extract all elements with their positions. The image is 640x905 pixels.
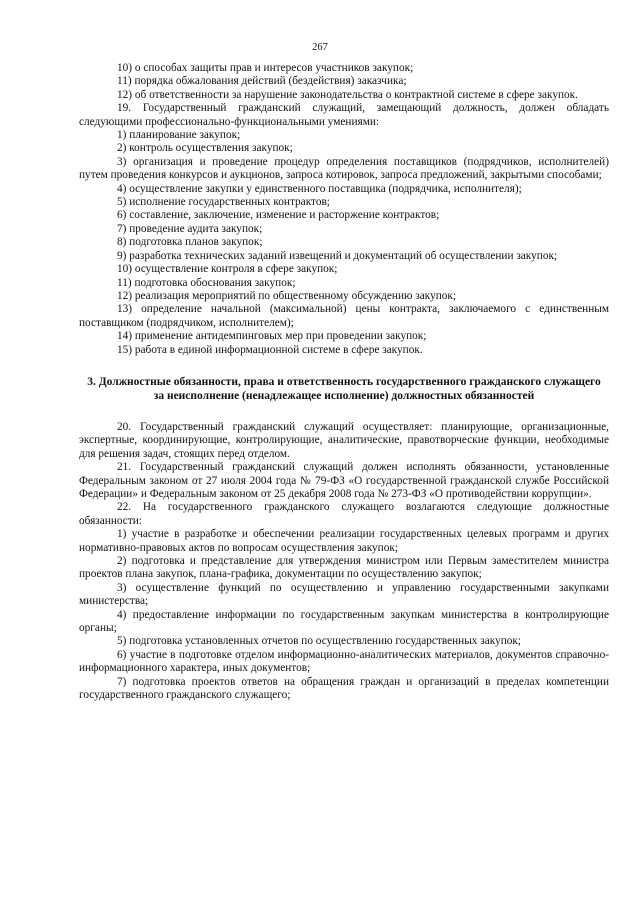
list-item: 9) разработка технических заданий извещений и документаций об осуществлении закупок; [117, 249, 558, 262]
list-item: 8) подготовка планов закупок; [117, 236, 263, 249]
page-number: 267 [312, 42, 328, 53]
list-item: 4) осуществление закупки у единственного поставщика (подрядчика, исполнителя); [117, 182, 522, 195]
paragraph-19: 19. Государственный гражданский служащий, замещающий должность, должен обладать следующими профессионально-функциональными умениями: [79, 102, 609, 128]
paragraph-20: 20. Государственный гражданский служащий осуществляет: планирующие, организационные, экспертные, координирующие, контролирующие, аналитические, правотворческие функции, необходимые для решения задач, стоящих перед отделом. [79, 420, 609, 460]
list-item: 5) подготовка установленных отчетов по осуществлению государственных закупок; [117, 635, 522, 648]
list-item: 12) реализация мероприятий по общественному обсуждению закупок; [117, 289, 457, 302]
list-item: 11) подготовка обоснования закупок; [117, 276, 296, 289]
list-item: 6) участие в подготовке отделом информационно-аналитических материалов, документов справочно-информационного характера, иных документов; [79, 648, 609, 675]
list-item: 2) контроль осуществления закупок; [117, 142, 293, 155]
paragraph-22: 22. На государственного гражданского служащего возлагаются следующие должностные обязанности: [79, 501, 609, 527]
list-item: 3) организация и проведение процедур определения поставщиков (подрядчиков, исполнителей) путем проведения конкурсов и аукционов, запроса котировок, запроса предложений, закрытыми способами; [79, 155, 609, 182]
paragraph-21: 21. Государственный гражданский служащий должен исполнять обязанности, установленные Федеральным законом от 27 июля 2004 года № 79-ФЗ «О государственной гражданской службе Российской Федерации» и Федеральным законом от 25 декабря 2008 года № 273-ФЗ «О противодействии коррупции». [79, 461, 609, 500]
list-item: 10) о способах защиты прав и интересов участников закупок; [117, 62, 414, 74]
list-item: 12) об ответственности за нарушение законодательства о контрактной системе в сфере закупок. [117, 88, 578, 101]
list-item: 3) осуществление функций по осуществлению и управлению государственными закупками министерства; [79, 581, 609, 608]
list-item: 2) подготовка и представление для утверждения министром или Первым заместителем министра проектов плана закупок, плана-графика, документации по осуществлению закупок; [79, 555, 609, 581]
list-item: 5) исполнение государственных контрактов; [117, 196, 330, 209]
list-item: 1) планирование закупок; [117, 129, 241, 142]
list-item: 7) подготовка проектов ответов на обращения граждан и организаций в пределах компетенции государственного гражданского служащего; [79, 675, 609, 702]
list-item: 6) составление, заключение, изменение и расторжение контрактов; [117, 209, 440, 222]
list-item: 4) предоставление информации по государственным закупкам министерства в контролирующие органы; [79, 608, 609, 635]
list-item: 14) применение антидемпинговых мер при проведении закупок; [117, 330, 427, 343]
list-item: 15) работа в единой информационной системе в сфере закупок. [117, 343, 423, 356]
list-item: 1) участие в разработке и обеспечении реализации государственных целевых программ и других нормативно-правовых актов по вопросам осуществления закупок; [79, 528, 609, 554]
document-body [79, 62, 609, 702]
list-item: 7) проведение аудита закупок; [117, 222, 263, 235]
section-heading: 3. Должностные обязанности, права и ответственность государственного гражданского служащего за неисполнение (ненадлежащее исполнение) должностных обязанностей [87, 375, 601, 402]
list-item: 10) осуществление контроля в сфере закупок; [117, 263, 338, 276]
list-item: 11) порядка обжалования действий (бездействия) заказчика; [117, 75, 407, 88]
list-item: 13) определение начальной (максимальной) цены контракта, заключаемого с единственным поставщиком (подрядчиком, исполнителем); [79, 303, 609, 329]
